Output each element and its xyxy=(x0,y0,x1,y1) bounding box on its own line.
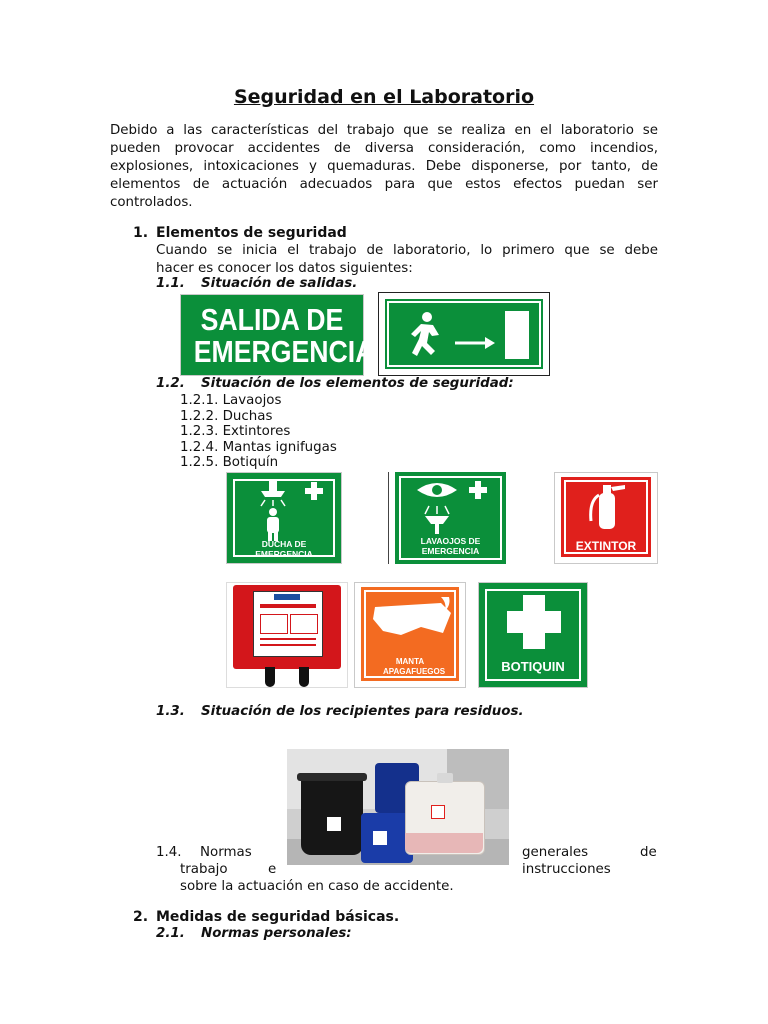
item-number: 1.2.1. xyxy=(180,393,219,408)
shower-icon xyxy=(227,473,343,543)
extinguisher-sign-caption: EXTINTOR xyxy=(575,539,637,553)
sub-1-2-text: Situación de los elementos de seguridad: xyxy=(201,376,514,391)
item-text: Extintores xyxy=(222,424,291,439)
section-1-heading: Elementos de seguridad xyxy=(156,225,347,241)
sub-2-1-text: Normas personales: xyxy=(201,926,352,941)
item-number: 1.2.4. xyxy=(180,439,219,455)
fire-extinguisher-icon xyxy=(561,477,653,535)
fire-blanket-icon xyxy=(361,587,461,647)
list-item xyxy=(180,424,337,440)
sub-1-4-word-instrucciones: instrucciones xyxy=(522,862,611,877)
first-aid-sign xyxy=(478,582,588,688)
exit-sign-text xyxy=(180,294,375,376)
para-line1-text: Cuando se inicia el trabajo de laboratorio, lo primero que se debe xyxy=(156,243,658,258)
eyewash-icon xyxy=(395,472,507,538)
fire-blanket-sign xyxy=(354,582,466,688)
item-text: Mantas ignifugas xyxy=(222,439,337,455)
sub-1-4-number: 1.4. xyxy=(156,845,182,860)
sub-2-1-number: 2.1. xyxy=(156,926,185,941)
first-aid-cross-icon xyxy=(479,583,589,653)
section-1-para-line2: hacer es conocer los datos siguientes: xyxy=(156,261,413,276)
exit-sign-line1: SALIDA DE xyxy=(200,302,344,337)
sub-1-3-number: 1.3. xyxy=(156,704,185,719)
item-number: 1.2.3. xyxy=(180,424,219,439)
item-text: Lavaojos xyxy=(222,393,282,408)
list-item xyxy=(180,440,337,456)
item-text: Duchas xyxy=(222,408,273,424)
sub-1-3-text: Situación de los recipientes para residuos. xyxy=(201,704,524,719)
item-text: Botiquín xyxy=(222,455,279,470)
sub-1-4-word-normas: Normas xyxy=(200,845,252,860)
intro-paragraph: Debido a las características del trabajo que se realiza en el laboratorio se pueden provocar accidentes de diversa consideración, como incendios, explosiones, intoxicaciones y quemaduras. Debe disponerse, por tanto, de elementos de actuación adecuados para que estos efectos puedan ser controlados. xyxy=(110,123,658,210)
item-number: 1.2.2. xyxy=(180,408,219,424)
sub-1-1-number: 1.1. xyxy=(156,276,185,291)
list-item xyxy=(180,393,337,409)
sub-1-4-word-e: e xyxy=(268,862,277,877)
shower-sign-caption: DUCHA DE EMERGENCIA xyxy=(255,539,313,559)
item-number: 1.2.5. xyxy=(180,455,219,470)
fire-blanket-product xyxy=(226,582,348,688)
fire-blanket-case xyxy=(233,585,341,669)
section-2-number: 2. xyxy=(133,909,149,925)
section-2-heading: Medidas de seguridad básicas. xyxy=(156,909,400,925)
list-item xyxy=(180,409,337,425)
first-aid-sign-caption: BOTIQUIN xyxy=(501,659,565,674)
eyewash-sign xyxy=(388,472,512,564)
page-title: Seguridad en el Laboratorio xyxy=(233,86,535,108)
eyewash-sign-caption: LAVAOJOS DE EMERGENCIA xyxy=(420,536,481,556)
exit-sign-pictogram xyxy=(378,292,550,376)
sub-1-4-word-trabajo: trabajo xyxy=(180,862,228,877)
shower-sign xyxy=(226,472,342,564)
extinguisher-sign xyxy=(554,472,658,564)
section-1-para-line1 xyxy=(156,242,658,259)
running-person-exit-icon xyxy=(385,299,543,369)
sub-1-1-text: Situación de salidas. xyxy=(201,276,358,291)
sub-1-4-line3: sobre la actuación en caso de accidente. xyxy=(180,879,454,894)
fire-blanket-sign-caption: MANTA APAGAFUEGOS xyxy=(383,657,446,676)
section-1-number: 1. xyxy=(133,225,149,241)
list-item xyxy=(180,455,337,471)
sub-1-4-word-de: de xyxy=(640,845,657,860)
waste-containers-photo xyxy=(287,749,509,865)
sub-1-4-word-generales: generales xyxy=(522,845,589,860)
sub-1-2-number: 1.2. xyxy=(156,376,185,391)
safety-items-list xyxy=(180,393,337,471)
exit-sign-line2: EMERGENCIA xyxy=(193,334,375,369)
